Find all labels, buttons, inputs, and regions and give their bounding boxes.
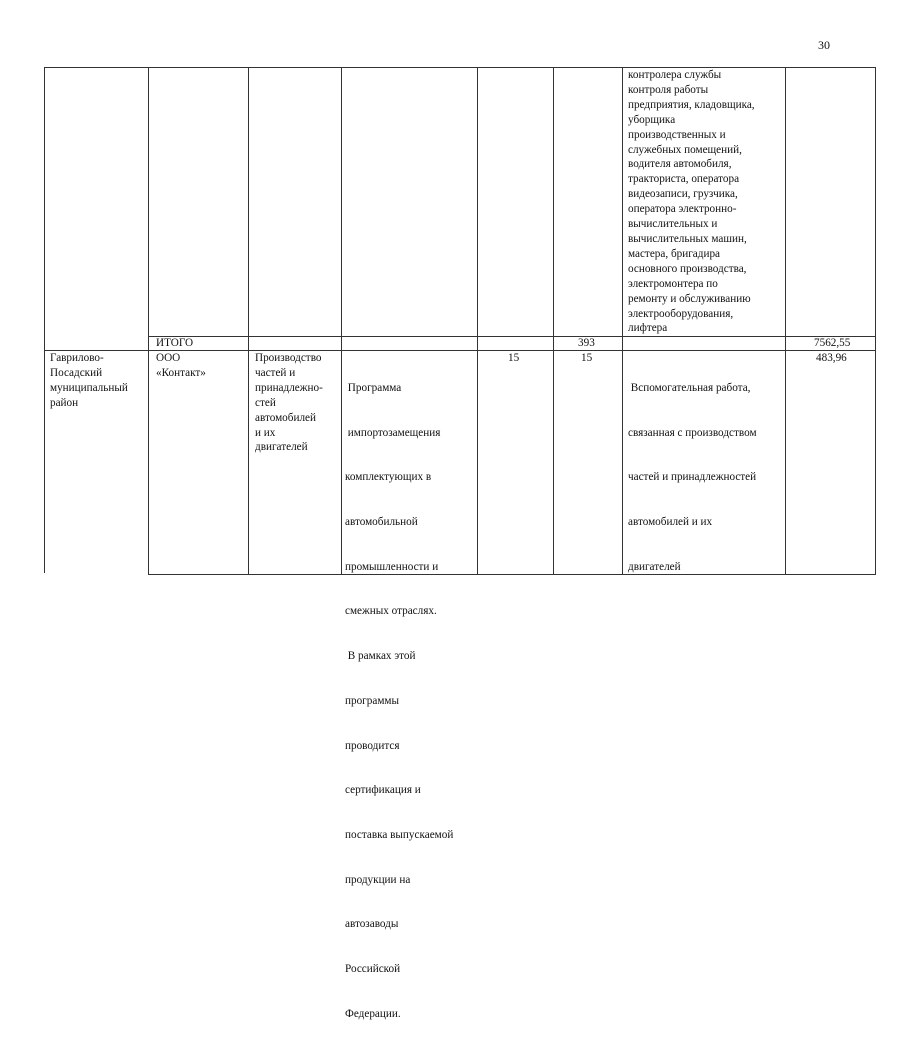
total-label: ИТОГО [156, 337, 194, 349]
total-count: 393 [578, 337, 595, 349]
district-cell: Гаврилово- Посадский муниципальный район [50, 352, 128, 409]
value-2-cell: 15 [581, 352, 593, 364]
work-description-cell: Вспомогательная работа, связанная с производством частей и принадлежностей автомобилей и их двигателей [628, 381, 757, 573]
amount-cell: 483,96 [816, 352, 847, 364]
activity-cell: Производство частей и принадлежно- стей автомобилей и их двигателей [255, 352, 323, 454]
total-amount: 7562,55 [814, 337, 851, 349]
program-cell: Программа импортозамещения комплектующих в автомобильной промышленности и смежных отраслях. В рамках этой программы проводится сертификация и поставка выпускаемой продукции на автозаводы Российской Федерации. [345, 381, 454, 1020]
value-1-cell: 15 [508, 352, 520, 364]
organization-cell: ООО «Контакт» [156, 352, 206, 379]
continued-work-description: контролера службы контроля работы предприятия, кладовщика, уборщика производственных и служебных помещений, водителя автомобиля, тракториста, оператора видеозаписи, грузчика, оператора электронно- вычислительных и вычислительных машин, мастера, бригадира основного производства, электромонтера по ремонту и обслуживанию электрооборудования, лифтера [628, 69, 755, 335]
page-number: 30 [818, 38, 830, 52]
